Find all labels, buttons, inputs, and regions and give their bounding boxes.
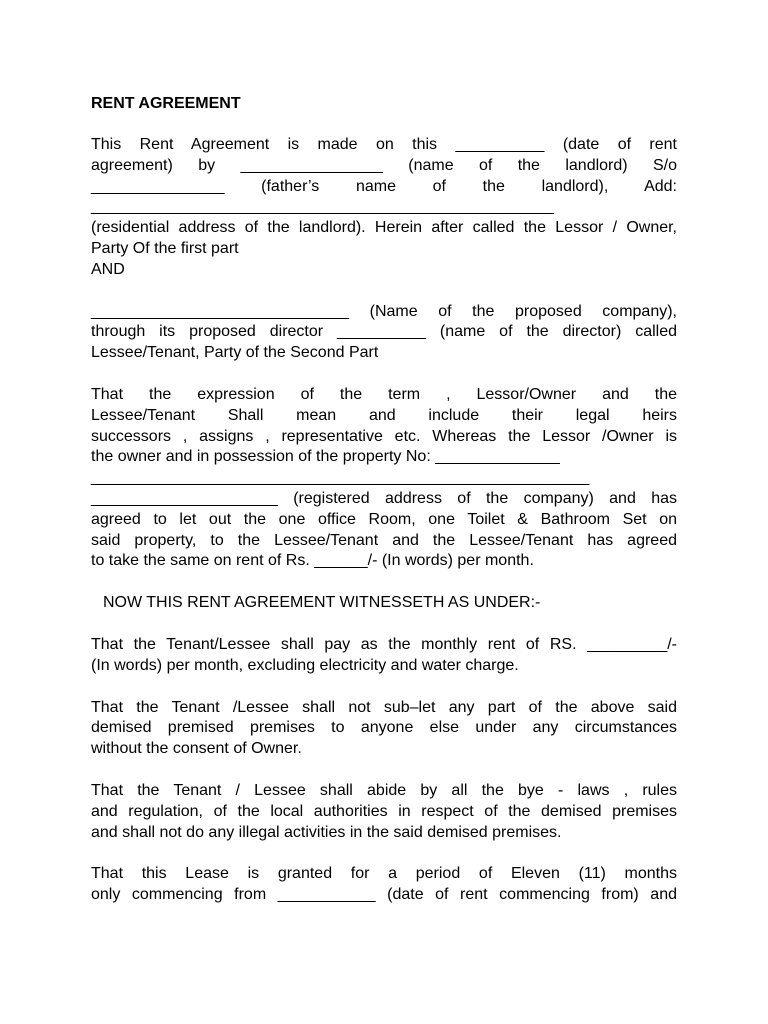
text-line: said property, to the Lessee/Tenant and the Lessee/Tenant has agreed (91, 531, 677, 549)
text-line: agreed to let out the one office Room, one Toilet & Bathroom Set on (91, 510, 677, 528)
parties-paragraph (91, 135, 677, 281)
text-line: ____________________________________________________ (91, 198, 554, 216)
text-line: That the Tenant /Lessee shall not sub–let any part of the above said (91, 698, 677, 716)
text-line: _____________________ (registered address of the company) and has (91, 489, 677, 507)
text-line: the owner and in possession of the property No: ______________ (91, 448, 560, 466)
text-line: ________________________________________________________ (91, 469, 590, 487)
witness-heading: NOW THIS RENT AGREEMENT WITNESSETH AS UNDER:- (103, 594, 541, 612)
clause-bye-laws (91, 781, 677, 843)
text-line: _____________________________ (Name of the proposed company), (91, 302, 677, 320)
text-line: Party Of the first part (91, 239, 239, 257)
clause-sublet (91, 698, 677, 760)
document-title: RENT AGREEMENT (91, 95, 241, 112)
clause-lease-period (91, 864, 677, 906)
text-line: only commencing from ___________ (date of rent commencing from) and (91, 886, 677, 904)
text-line: Lessee/Tenant Shall mean and include their legal heirs (91, 406, 677, 424)
text-line: _______________ (father’s name of the landlord), Add: (91, 177, 677, 195)
text-line: That the Tenant/Lessee shall pay as the monthly rent of RS. _________/- (91, 635, 677, 653)
text-line: That this Lease is granted for a period of Eleven (11) months (91, 865, 677, 883)
text-line: (residential address of the landlord). Herein after called the Lessor / Owner, (91, 219, 677, 237)
text-line: This Rent Agreement is made on this __________ (date of rent (91, 136, 677, 153)
expression-paragraph (91, 385, 677, 572)
document-body (91, 94, 677, 927)
text-line: successors , assigns , representative etc. Whereas the Lessor /Owner is (91, 427, 677, 445)
text-line: agreement) by ________________ (name of the landlord) S/o (91, 156, 677, 174)
clause-rent (91, 635, 677, 677)
text-line: through its proposed director __________ (name of the director) called (91, 323, 677, 341)
text-line: to take the same on rent of Rs. ______/- (In words) per month. (91, 552, 534, 570)
text-line: and shall not do any illegal activities in the said demised premises. (91, 823, 562, 841)
text-line: That the Tenant / Lessee shall abide by all the bye - laws , rules (91, 781, 677, 799)
text-line: That the expression of the term , Lessor/Owner and the (91, 385, 677, 403)
text-line: Lessee/Tenant, Party of the Second Part (91, 344, 379, 362)
text-line: demised premised premises to anyone else under any circumstances (91, 719, 677, 737)
text-line: without the consent of Owner. (91, 740, 302, 758)
text-line: and regulation, of the local authorities in respect of the demised premises (91, 802, 677, 820)
second-party-paragraph (91, 302, 677, 364)
text-line: AND (91, 260, 125, 278)
text-line: (In words) per month, excluding electricity and water charge. (91, 656, 519, 674)
